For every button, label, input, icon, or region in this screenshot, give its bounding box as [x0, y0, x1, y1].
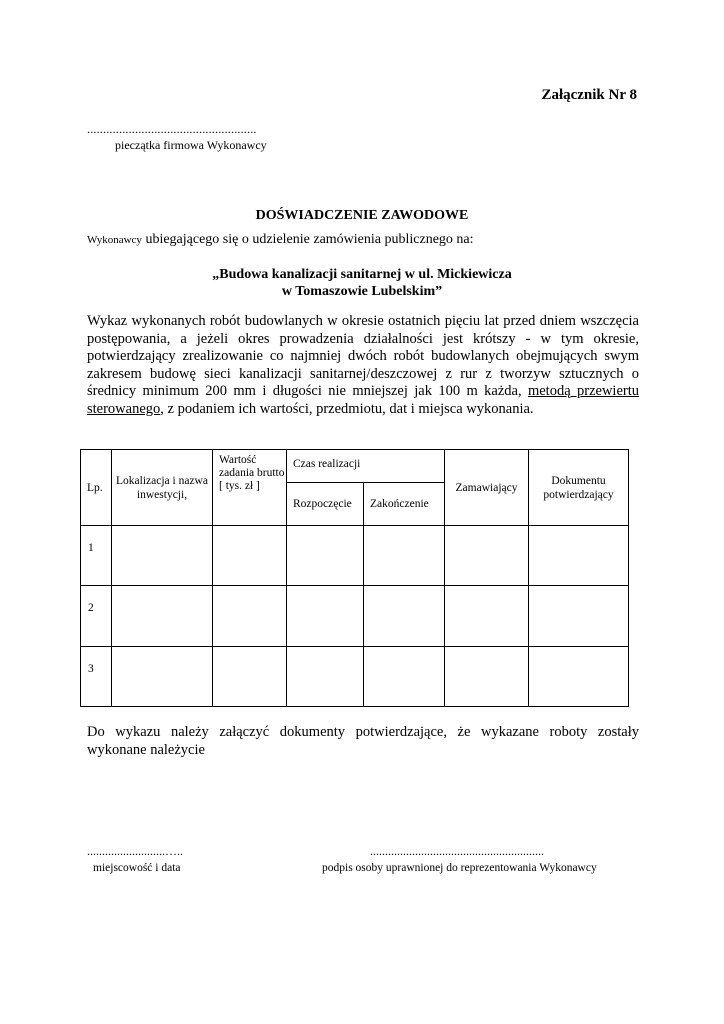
header-start: Rozpoczęcie — [287, 483, 364, 526]
description-paragraph — [87, 313, 639, 418]
footer-note: Do wykazu należy załączyć dokumenty potwierdzające, że wykazane roboty zostały wykonane należycie — [87, 724, 639, 758]
document-title: DOŚWIADCZENIE ZAWODOWE — [255, 208, 469, 223]
description-part2: , z podaniem ich wartości, przedmiotu, dat i miejsca wykonania. — [160, 400, 534, 417]
header-documents: Dokumentu potwierdzający — [529, 450, 629, 526]
works-table — [80, 449, 629, 707]
table-row — [81, 647, 629, 707]
cell-documents — [529, 586, 629, 647]
signature-dotted-line: .......................................................... — [370, 844, 544, 858]
cell-value — [213, 647, 287, 707]
description-underlined: metodą przewiertu sterowanego — [87, 383, 639, 417]
intro-line — [87, 232, 474, 248]
cell-start — [287, 586, 364, 647]
header-client: Zamawiający — [445, 450, 529, 526]
header-location: Lokalizacja i nazwa inwestycji, — [112, 450, 213, 526]
header-value: Wartość zadania brutto [ tys. zł ] — [213, 450, 287, 526]
intro-prefix: Wykonawcy — [87, 234, 142, 246]
place-dotted-line: ..........................….. — [87, 844, 183, 858]
table-row — [81, 586, 629, 647]
cell-start — [287, 647, 364, 707]
cell-documents — [529, 526, 629, 586]
place-date-label: miejscowość i data — [93, 862, 181, 874]
cell-client — [445, 586, 529, 647]
cell-start — [287, 526, 364, 586]
intro-text: ubiegającego się o udzielenie zamówienia publicznego na: — [145, 232, 474, 247]
cell-location — [112, 526, 213, 586]
cell-value — [213, 586, 287, 647]
header-lp: Lp. — [81, 450, 112, 526]
cell-end — [364, 586, 445, 647]
cell-client — [445, 526, 529, 586]
row-number: 1 — [81, 526, 112, 586]
row-number: 3 — [81, 647, 112, 707]
stamp-dotted-line: ..................................................... — [87, 122, 257, 136]
project-title — [0, 266, 724, 300]
description-part1: Wykaz wykonanych robót budowlanych w okresie ostatnich pięciu lat przed dniem wszczęcia postępowania, a jeżeli okres prowadzenia działalności jest krótszy - w tym okresie, potwierdzający zrealizowanie co najmniej dwóch robót budowlanych obejmujących swym zakresem budowę sieci kanalizacji sanitarnej/deszczowej z rur z tworzyw sztucznych o średnicy minimum 200 mm i długości nie mniejszej jak 100 m każda, — [87, 313, 639, 399]
cell-documents — [529, 647, 629, 707]
cell-end — [364, 526, 445, 586]
header-period: Czas realizacji — [287, 450, 445, 483]
header-end: Zakończenie — [364, 483, 445, 526]
cell-location — [112, 647, 213, 707]
row-number: 2 — [81, 586, 112, 647]
signature-label: podpis osoby uprawnionej do reprezentowania Wykonawcy — [322, 862, 597, 874]
stamp-label: pieczątka firmowa Wykonawcy — [115, 138, 267, 152]
project-title-line2: w Tomaszowie Lubelskim” — [281, 284, 443, 299]
cell-client — [445, 647, 529, 707]
attachment-number: Załącznik Nr 8 — [541, 87, 637, 103]
project-title-line1: „Budowa kanalizacji sanitarnej w ul. Mickiewicza — [212, 267, 512, 282]
table-row — [81, 526, 629, 586]
cell-end — [364, 647, 445, 707]
cell-location — [112, 586, 213, 647]
cell-value — [213, 526, 287, 586]
